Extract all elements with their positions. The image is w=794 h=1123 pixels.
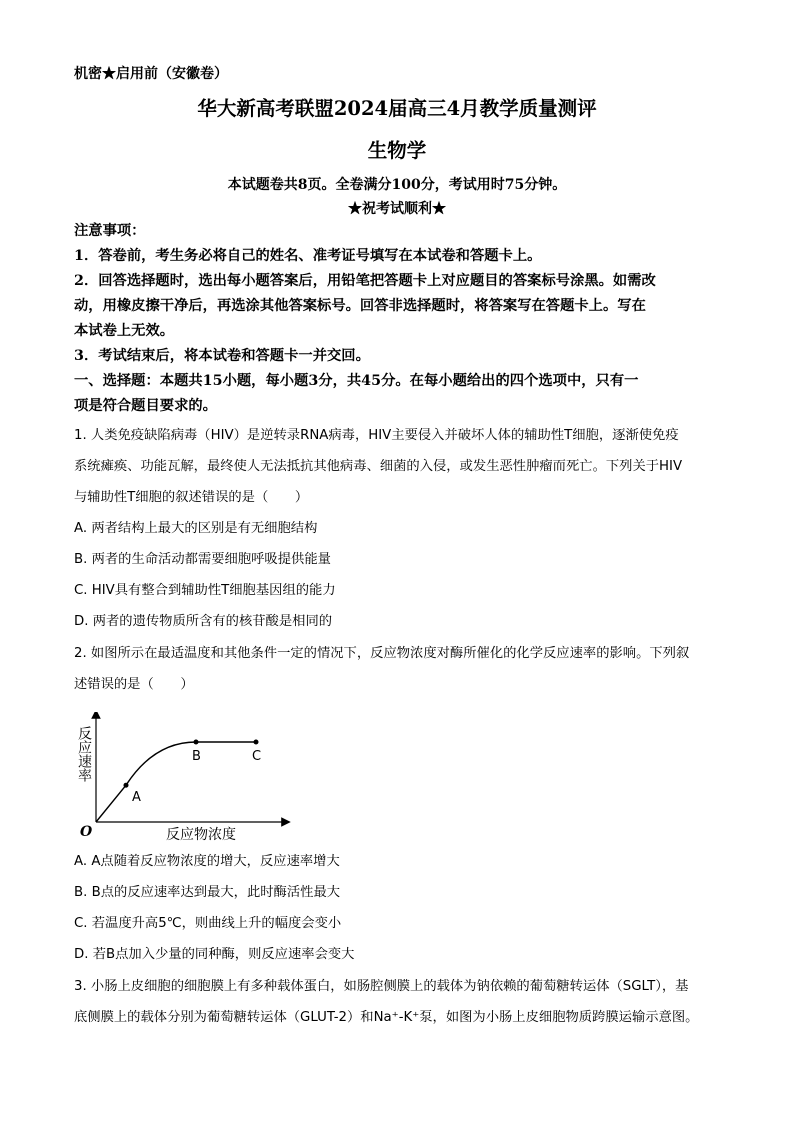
notes-heading: 注意事项： — [74, 223, 146, 239]
question-2-stem: 2. 如图所示在最适温度和其他条件一定的情况下，反应物浓度对酶所催化的化学反应速率的影响。下列叙 — [74, 646, 690, 661]
note-line: 3．考试结束后，将本试卷和答题卡一并交回。 — [74, 348, 370, 364]
question-3-stem: 3. 小肠上皮细胞的细胞膜上有多种载体蛋白，如肠腔侧膜上的载体为钠依赖的葡萄糖转运体（SGLT），基 — [74, 979, 689, 994]
question-1-option-d: D. 两者的遗传物质所含有的核苷酸是相同的 — [74, 614, 333, 629]
question-2-option-b: B. B点的反应速率达到最大，此时酶活性最大 — [74, 885, 341, 900]
good-luck-line: ★祝考试顺利★ — [348, 201, 446, 217]
point-b — [194, 740, 199, 745]
point-label-c: C — [252, 749, 262, 764]
question-2-stem: 述错误的是（ ） — [74, 677, 194, 692]
note-line: 本试卷上无效。 — [74, 323, 175, 339]
section-heading: 一、选择题：本题共15小题，每小题3分，共45分。在每小题给出的四个选项中，只有一 — [74, 373, 639, 389]
point-label-b: B — [192, 749, 201, 764]
point-c — [254, 740, 259, 745]
question-1-stem: 系统瘫痪、功能瓦解，最终使人无法抵抗其他病毒、细菌的入侵，或发生恶性肿瘤而死亡。下列关于HIV — [74, 459, 683, 474]
section-heading: 项是符合题目要求的。 — [74, 398, 217, 414]
exam-title: 华大新高考联盟2024届高三4月教学质量测评 — [197, 97, 597, 120]
enzyme-rate-chart — [74, 712, 294, 842]
rate-curve — [96, 742, 256, 822]
confidential-label: 机密★启用前（安徽卷） — [74, 66, 228, 82]
question-2-option-d: D. 若B点加入少量的同种酶，则反应速率会变大 — [74, 947, 355, 962]
note-line: 1．答卷前，考生务必将自己的姓名、准考证号填写在本试卷和答题卡上。 — [74, 248, 542, 264]
question-2-option-c: C. 若温度升高5℃，则曲线上升的幅度会变小 — [74, 916, 342, 931]
note-line: 动，用橡皮擦干净后，再选涂其他答案标号。回答非选择题时，将答案写在答题卡上。写在 — [74, 298, 646, 314]
question-1-stem: 与辅助性T细胞的叙述错误的是（ ） — [74, 490, 309, 505]
x-axis-label: 反应物浓度 — [166, 827, 236, 842]
question-1-option-b: B. 两者的生命活动都需要细胞呼吸提供能量 — [74, 552, 331, 567]
question-2-option-a: A. A点随着反应物浓度的增大，反应速率增大 — [74, 854, 340, 869]
subject-title: 生物学 — [367, 139, 427, 162]
origin-label: O — [80, 824, 93, 840]
point-a — [124, 783, 129, 788]
question-1-stem: 1. 人类免疫缺陷病毒（HIV）是逆转录RNA病毒，HIV主要侵入并破坏人体的辅助性T细胞，逐渐使免疫 — [74, 428, 679, 443]
question-3-stem: 底侧膜上的载体分别为葡萄糖转运体（GLUT-2）和Na⁺-K⁺泵，如图为小肠上皮细胞物质跨膜运输示意图。 — [74, 1010, 699, 1025]
y-axis-label: 反应速率 — [76, 726, 92, 782]
point-label-a: A — [132, 790, 141, 806]
question-1-option-c: C. HIV具有整合到辅助性T细胞基因组的能力 — [74, 583, 336, 598]
note-line: 2．回答选择题时，选出每小题答案后，用铅笔把答题卡上对应题目的答案标号涂黑。如需改 — [74, 273, 656, 289]
question-1-option-a: A. 两者结构上最大的区别是有无细胞结构 — [74, 521, 318, 536]
exam-info: 本试题卷共8页。全卷满分100分，考试用时75分钟。 — [227, 177, 567, 193]
